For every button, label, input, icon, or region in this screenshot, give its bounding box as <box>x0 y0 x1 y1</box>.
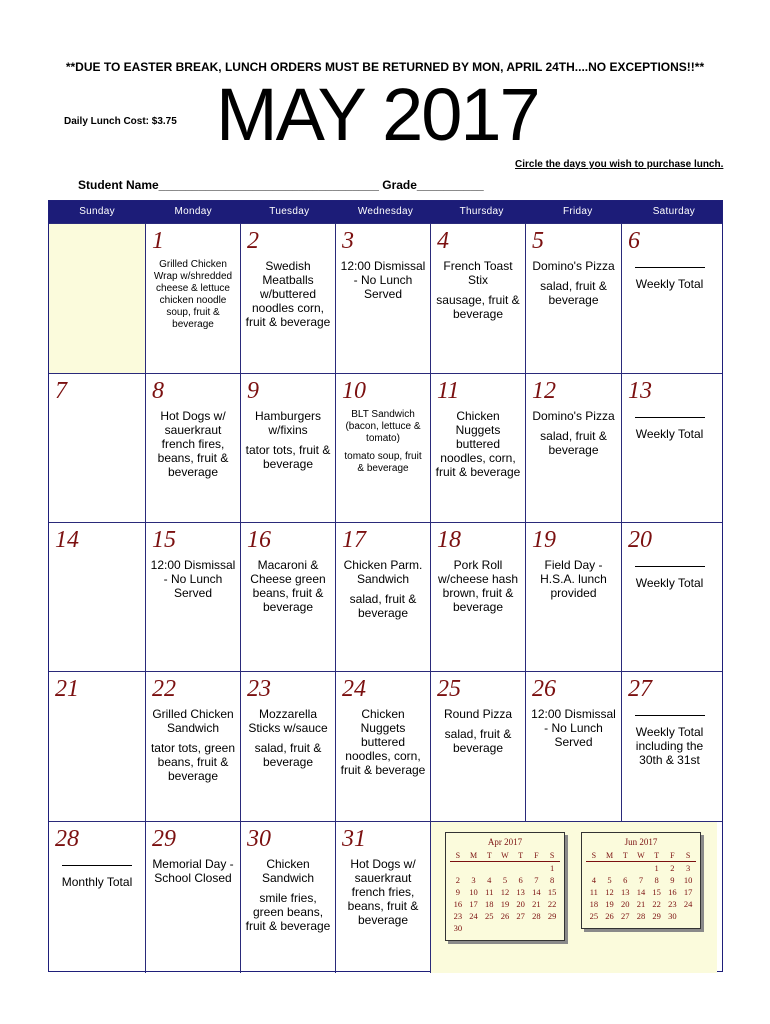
day-cell-3[interactable] <box>335 224 430 373</box>
mini-day <box>513 922 529 934</box>
total-label: Weekly Total <box>635 277 704 291</box>
mini-day <box>497 922 513 934</box>
mini-day: 4 <box>487 875 492 885</box>
total-blank-line[interactable] <box>635 558 705 567</box>
day-number: 1 <box>152 228 164 254</box>
day-cell-30[interactable] <box>240 822 335 973</box>
menu-item: BLT Sandwich (bacon, lettuce & tomato) <box>345 409 421 444</box>
mini-day: 8 <box>549 875 555 885</box>
day-number: 26 <box>532 676 556 702</box>
day-number: 17 <box>342 527 366 553</box>
menu-text <box>245 409 331 477</box>
mini-day: 25 <box>589 911 599 921</box>
menu-item: 12:00 Dismissal - No Lunch Served <box>531 707 616 749</box>
mini-day: 16 <box>453 899 463 909</box>
mini-day: 6 <box>518 875 523 885</box>
empty-day-cell <box>49 224 145 373</box>
mini-weekday: S <box>680 850 696 862</box>
day-number: 27 <box>628 676 652 702</box>
menu-text <box>150 558 236 606</box>
calendar-grid <box>48 200 723 972</box>
mini-day: 22 <box>547 899 557 909</box>
day-cell-6[interactable] <box>621 224 717 373</box>
mini-weekday: T <box>513 850 529 862</box>
day-number: 14 <box>55 527 79 553</box>
day-number: 16 <box>247 527 271 553</box>
menu-item: Macaroni & Cheese green beans, fruit & beverage <box>250 558 326 614</box>
menu-text <box>150 707 236 789</box>
mini-day: 12 <box>500 887 510 897</box>
mini-day <box>680 910 696 922</box>
day-cell-17[interactable] <box>335 523 430 671</box>
page-title: MAY 2017 <box>216 73 539 156</box>
day-cell-20[interactable] <box>621 523 717 671</box>
mini-day: 5 <box>502 875 508 885</box>
day-cell-26[interactable] <box>525 672 621 821</box>
mini-day: 26 <box>605 911 614 921</box>
day-cell-27[interactable] <box>621 672 717 821</box>
mini-day <box>481 862 497 875</box>
menu-item: Chicken Nuggets buttered noodles, corn, fruit & beverage <box>435 409 521 479</box>
mini-day: 22 <box>652 899 661 909</box>
mini-day: 27 <box>516 911 525 921</box>
menu-text <box>150 409 236 485</box>
day-cell-15[interactable] <box>145 523 240 671</box>
mini-day: 30 <box>453 923 463 933</box>
mini-day: 25 <box>485 911 494 921</box>
menu-item: Mozzarella Sticks w/sauce <box>248 707 328 735</box>
menu-item: Grilled Chicken Wrap w/shredded cheese & lettuce chicken noodle soup, fruit & beverage <box>153 259 233 330</box>
mini-calendar-title: Jun 2017 <box>624 837 658 847</box>
mini-day: 28 <box>636 911 646 921</box>
menu-item: Field Day - H.S.A. lunch provided <box>540 558 607 600</box>
day-number: 23 <box>247 676 271 702</box>
day-cell-29[interactable] <box>145 822 240 973</box>
day-number: 12 <box>532 378 556 404</box>
mini-day: 9 <box>670 875 675 885</box>
day-cell-4[interactable] <box>430 224 525 373</box>
total-blank-line[interactable] <box>635 259 705 268</box>
mini-day <box>497 862 513 875</box>
mini-day: 26 <box>500 911 510 921</box>
mini-day: 4 <box>591 875 596 885</box>
menu-item: Grilled Chicken Sandwich <box>152 707 234 735</box>
menu-text <box>530 409 617 463</box>
mini-weekday: F <box>529 850 545 862</box>
menu-item: 12:00 Dismissal - No Lunch Served <box>340 259 426 301</box>
total-label: Weekly Total <box>635 576 704 590</box>
mini-calendar-apr-2017 <box>445 832 565 941</box>
day-cell-24[interactable] <box>335 672 430 821</box>
menu-item: Hot Dogs w/ sauerkraut french fries, beans, fruit & beverage <box>347 857 419 927</box>
mini-day: 27 <box>621 911 630 921</box>
circle-instruction: Circle the days you wish to purchase lunch. <box>515 159 724 170</box>
day-number: 5 <box>532 228 544 254</box>
week-row <box>49 671 722 821</box>
mini-day: 20 <box>516 899 525 909</box>
menu-item: Hamburgers w/fixins <box>254 409 322 437</box>
week-row <box>49 821 722 973</box>
day-cell-28[interactable] <box>49 822 145 973</box>
menu-item: salad, fruit & beverage <box>254 741 322 769</box>
day-cell-7[interactable] <box>49 374 145 522</box>
day-number: 11 <box>437 378 460 404</box>
mini-day: 8 <box>654 875 659 885</box>
mini-calendar-jun-2017 <box>581 832 701 929</box>
week-row <box>49 373 722 522</box>
menu-item: Swedish Meatballs w/buttered noodles corn, fruit & beverage <box>245 259 331 329</box>
day-number: 7 <box>55 378 67 404</box>
mini-day <box>529 922 545 934</box>
day-cell-9[interactable] <box>240 374 335 522</box>
menu-item: salad, fruit & beverage <box>444 727 512 755</box>
menu-text <box>340 707 426 783</box>
mini-weekday: T <box>481 850 497 862</box>
mini-day: 23 <box>453 911 463 921</box>
day-number: 24 <box>342 676 366 702</box>
mini-day: 11 <box>485 887 494 897</box>
total-blank-line[interactable] <box>635 409 705 418</box>
menu-item: Chicken Parm. Sandwich <box>343 558 423 586</box>
mini-weekday: S <box>450 850 466 862</box>
menu-text <box>530 707 617 755</box>
day-number: 22 <box>152 676 176 702</box>
mini-day <box>602 862 618 875</box>
mini-day: 18 <box>485 899 494 909</box>
mini-day: 3 <box>471 875 476 885</box>
menu-text <box>626 558 713 596</box>
mini-day: 24 <box>683 899 693 909</box>
mini-day <box>544 922 560 934</box>
mini-day: 30 <box>668 911 677 921</box>
menu-item: tomato soup, fruit & beverage <box>344 451 422 474</box>
weekday-saturday: Saturday <box>652 206 696 217</box>
menu-text <box>626 259 713 297</box>
mini-day: 14 <box>532 887 541 897</box>
mini-day: 14 <box>636 887 646 897</box>
day-cell-19[interactable] <box>525 523 621 671</box>
deadline-notice: **DUE TO EASTER BREAK, LUNCH ORDERS MUST BE RETURNED BY MON, APRIL 24TH....NO EXCEPTIONS!!** <box>65 60 705 74</box>
day-number: 10 <box>342 378 366 404</box>
menu-text <box>626 707 713 773</box>
day-number: 30 <box>247 826 271 852</box>
weekday-sunday: Sunday <box>79 206 115 217</box>
menu-text <box>435 558 521 620</box>
mini-day: 1 <box>549 863 555 873</box>
day-number: 6 <box>628 228 640 254</box>
mini-day <box>586 862 602 875</box>
day-cell-5[interactable] <box>525 224 621 373</box>
day-cell-10[interactable] <box>335 374 430 522</box>
mini-weekday: M <box>602 850 618 862</box>
menu-text <box>435 707 521 761</box>
mini-day: 9 <box>455 887 460 897</box>
weekday-friday: Friday <box>562 206 593 217</box>
day-cell-11[interactable] <box>430 374 525 522</box>
day-number: 8 <box>152 378 164 404</box>
mini-day <box>466 862 482 875</box>
mini-day: 19 <box>500 899 510 909</box>
mini-day: 20 <box>621 899 630 909</box>
total-blank-line[interactable] <box>62 857 132 866</box>
menu-text <box>435 409 521 485</box>
mini-day: 16 <box>668 887 677 897</box>
day-number: 4 <box>437 228 449 254</box>
menu-text <box>435 259 521 327</box>
mini-day: 3 <box>685 863 691 873</box>
mini-day: 15 <box>652 887 661 897</box>
day-cell-1[interactable] <box>145 224 240 373</box>
total-blank-line[interactable] <box>635 707 705 716</box>
mini-weekday: W <box>497 850 513 862</box>
mini-weekday: S <box>544 850 560 862</box>
total-label: Weekly Total including the 30th & 31st <box>635 725 704 767</box>
menu-item: salad, fruit & beverage <box>540 279 607 307</box>
mini-weekday: F <box>665 850 681 862</box>
day-number: 21 <box>55 676 79 702</box>
student-name-grade-line[interactable]: Student Name_________________________________ Grade__________ <box>78 178 484 192</box>
mini-weekday: W <box>633 850 649 862</box>
mini-day: 28 <box>532 911 541 921</box>
day-cell-14[interactable] <box>49 523 145 671</box>
mini-day: 21 <box>532 899 541 909</box>
day-cell-12[interactable] <box>525 374 621 522</box>
menu-item: tator tots, fruit & beverage <box>245 443 331 471</box>
day-number: 25 <box>437 676 461 702</box>
day-number: 31 <box>342 826 366 852</box>
mini-day: 7 <box>638 875 644 885</box>
mini-day: 15 <box>547 887 557 897</box>
weekday-header <box>49 201 722 223</box>
mini-day <box>450 862 466 875</box>
menu-item: smile fries, green beans, fruit & beverage <box>245 891 331 933</box>
day-number: 20 <box>628 527 652 553</box>
mini-day <box>529 862 545 875</box>
mini-weekday: M <box>466 850 482 862</box>
mini-day: 29 <box>547 911 557 921</box>
menu-text <box>626 409 713 447</box>
menu-text <box>150 259 236 337</box>
day-number: 19 <box>532 527 556 553</box>
daily-cost: Daily Lunch Cost: $3.75 <box>64 116 177 127</box>
weekday-thursday: Thursday <box>459 206 504 217</box>
menu-item: Pork Roll w/cheese hash brown, fruit & beverage <box>437 558 519 614</box>
day-number: 3 <box>342 228 354 254</box>
mini-day <box>466 922 482 934</box>
mini-weekday: T <box>649 850 665 862</box>
mini-day: 6 <box>623 875 628 885</box>
day-cell-18[interactable] <box>430 523 525 671</box>
menu-item: Domino's Pizza <box>532 259 615 273</box>
menu-item: Chicken Nuggets buttered noodles, corn, fruit & beverage <box>340 707 426 777</box>
mini-calendar-title: Apr 2017 <box>487 837 523 847</box>
day-number: 15 <box>152 527 176 553</box>
mini-day: 29 <box>652 911 661 921</box>
menu-text <box>340 259 426 307</box>
day-cell-13[interactable] <box>621 374 717 522</box>
mini-day: 12 <box>605 887 614 897</box>
mini-day: 1 <box>654 863 659 873</box>
day-cell-22[interactable] <box>145 672 240 821</box>
day-cell-2[interactable] <box>240 224 335 373</box>
day-cell-21[interactable] <box>49 672 145 821</box>
day-number: 9 <box>247 378 259 404</box>
day-cell-31[interactable] <box>335 822 430 973</box>
mini-day <box>513 862 529 875</box>
day-number: 2 <box>247 228 259 254</box>
mini-day: 24 <box>469 911 478 921</box>
day-cell-8[interactable] <box>145 374 240 522</box>
mini-day <box>633 862 649 875</box>
day-cell-25[interactable] <box>430 672 525 821</box>
weekday-wednesday: Wednesday <box>357 206 414 217</box>
menu-text <box>530 259 617 313</box>
menu-item: tator tots, green beans, fruit & beverage <box>150 741 236 783</box>
mini-day: 5 <box>607 875 612 885</box>
mini-day: 2 <box>670 863 675 873</box>
menu-item: Hot Dogs w/ sauerkraut french fires, beans, fruit & beverage <box>157 409 229 479</box>
day-number: 29 <box>152 826 176 852</box>
total-label: Weekly Total <box>635 427 704 441</box>
menu-item: 12:00 Dismissal - No Lunch Served <box>150 558 236 600</box>
day-cell-23[interactable] <box>240 672 335 821</box>
menu-text <box>340 558 426 626</box>
mini-calendar-area <box>430 822 717 973</box>
mini-weekday: T <box>617 850 633 862</box>
week-row <box>49 522 722 671</box>
menu-item: Round Pizza <box>443 707 513 721</box>
menu-text <box>245 707 331 775</box>
menu-item: Chicken Sandwich <box>261 857 315 885</box>
mini-day: 10 <box>469 887 478 897</box>
menu-item: sausage, fruit & beverage <box>436 293 520 321</box>
mini-day: 23 <box>668 899 677 909</box>
menu-text <box>150 857 236 891</box>
menu-text <box>245 558 331 620</box>
weekday-tuesday: Tuesday <box>269 206 310 217</box>
mini-day: 21 <box>636 899 646 909</box>
week-row <box>49 223 722 373</box>
day-number: 13 <box>628 378 652 404</box>
menu-item: salad, fruit & beverage <box>349 592 417 620</box>
mini-day <box>481 922 497 934</box>
mini-day: 11 <box>589 887 598 897</box>
menu-item: salad, fruit & beverage <box>540 429 607 457</box>
menu-text <box>245 259 331 335</box>
mini-day: 17 <box>683 887 693 897</box>
mini-day: 10 <box>683 875 693 885</box>
menu-item: Domino's Pizza <box>532 409 615 423</box>
mini-day: 2 <box>455 875 460 885</box>
mini-day: 13 <box>516 887 525 897</box>
mini-day: 7 <box>534 875 539 885</box>
menu-text <box>530 558 617 606</box>
mini-day: 17 <box>469 899 478 909</box>
menu-text <box>53 857 141 895</box>
mini-weekday: S <box>586 850 602 862</box>
total-label: Monthly Total <box>61 875 133 889</box>
menu-item: French Toast Stix <box>443 259 513 287</box>
day-number: 28 <box>55 826 79 852</box>
mini-day <box>617 862 633 875</box>
mini-day: 18 <box>589 899 599 909</box>
menu-text <box>245 857 331 939</box>
mini-day: 13 <box>621 887 630 897</box>
menu-item: Memorial Day - School Closed <box>152 857 234 885</box>
menu-text <box>340 857 426 933</box>
menu-text <box>340 409 426 481</box>
day-cell-16[interactable] <box>240 523 335 671</box>
mini-day: 19 <box>605 899 614 909</box>
day-number: 18 <box>437 527 461 553</box>
weekday-monday: Monday <box>174 206 212 217</box>
